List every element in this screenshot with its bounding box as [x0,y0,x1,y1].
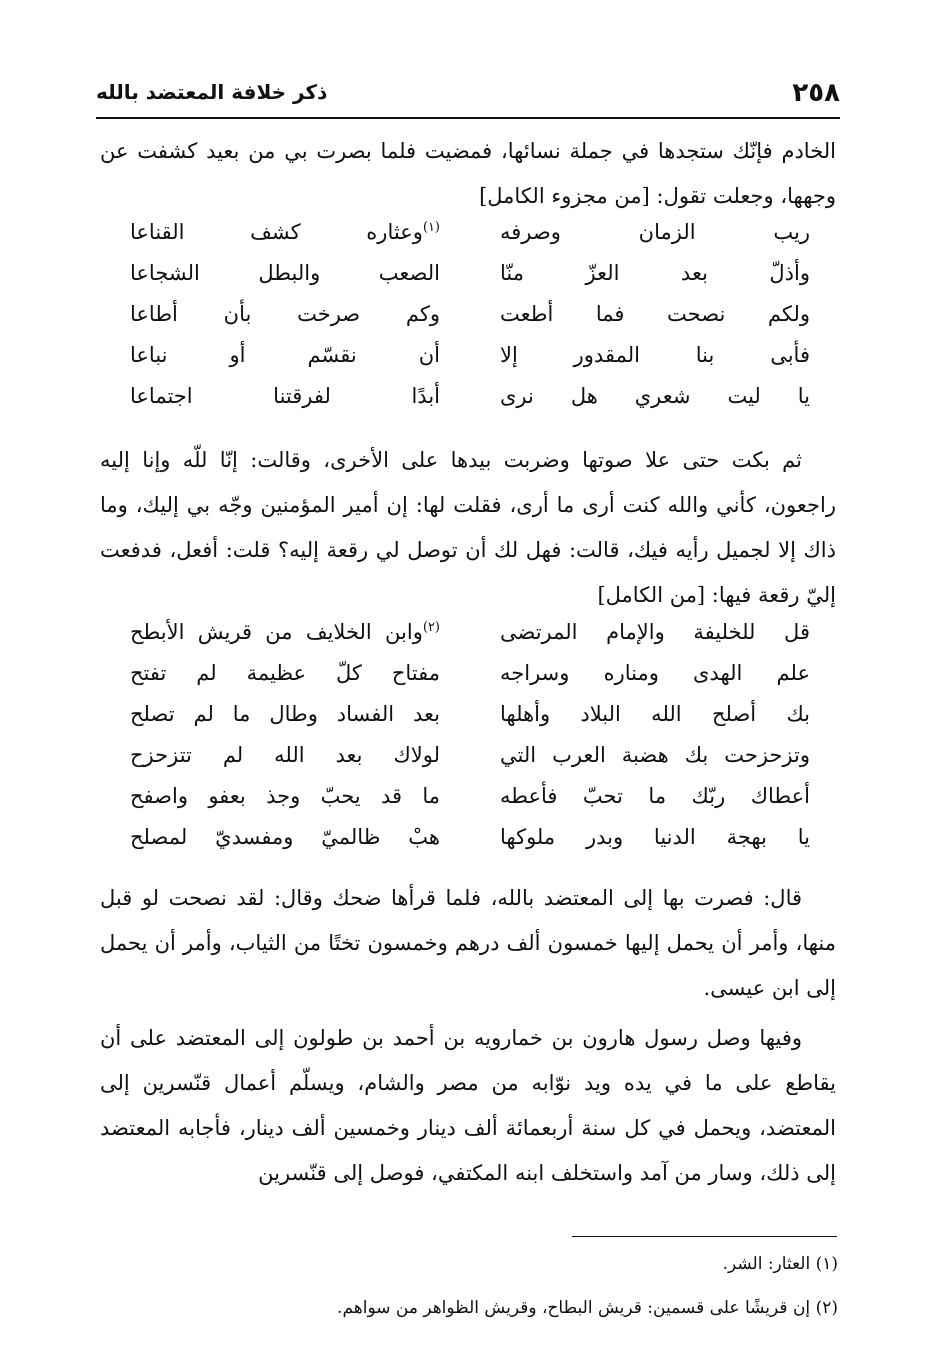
footnote-ref: (٢) [422,620,440,635]
verse-second-hemistich: وكم صرخت بأن أطاعا [130,302,440,326]
verse [130,620,810,661]
footnotes [100,1242,838,1330]
verse-first-hemistich: قل للخليفة والإمام المرتضى [500,620,810,644]
footnote-text: العثار: الشر. [722,1254,811,1274]
verse [130,384,810,425]
footnote-ref: (١) [422,220,440,235]
verse-second-hemistich: ما قد يحبّ وجذ بعفو واصفح [130,784,440,808]
verse-first-hemistich: بك أصلح الله البلاد وأهلها [500,702,810,726]
footnote-number: (١) [815,1254,838,1274]
verse-second-hemistich: أبدًا لفرقتنا اجتماعا [130,384,440,408]
paragraph-text: وفيها وصل رسول هارون بن خمارويه بن أحمد بن طولون إلى المعتضد على أن يقاطع على ما في يده ويد نوّابه من مصر والشام، ويسلّم أعمال قنّسرين إلى المعتضد، ويحمل في كل سنة أربعمائة ألف دينار وخمسين ألف دينار، فأجابه المعتضد إلى ذلك، وسار من آمد واستخلف ابنه المكتفي، فوصل إلى قنّسرين [100,1026,836,1185]
poem-majzu-kamil [130,220,810,425]
verse [130,261,810,302]
verse-second-hemistich: الصعب والبطل الشجاعا [130,261,440,285]
verse [130,302,810,343]
verse-second-hemistich: أن نقسّم أو نباعا [130,343,440,367]
verse [130,220,810,261]
footnote-text: إن قريشًا على قسمين: قريش البطاح، وقريش الظواهر من سواهم. [337,1298,811,1318]
verse [130,743,810,784]
footnote-rule [572,1236,837,1237]
verse-second-hemistich: مفتاح كلّ عظيمة لم تفتح [130,661,440,685]
poem-kamil [130,620,810,866]
footnote [100,1242,838,1286]
narrative-paragraph [100,438,836,618]
verse-first-hemistich: يا ليت شعري هل نرى [500,384,810,408]
intro-paragraph [100,129,836,219]
paragraph-text: ثم بكت حتى علا صوتها وضربت بيدها على الأخرى، وقالت: إنّا للّه وإنا إليه راجعون، كأني والله كنت أرى ما أرى، فقلت لها: إن أمير المؤمنين وجّه بي إليك، وما ذاك إلا لجميل رأيه فيك، قالت: فهل لك أن توصل لي رقعة إليه؟ قلت: أفعل، فدفعت إليّ رقعة فيها: [من الكامل] [100,448,836,607]
running-header [96,72,840,112]
paragraph-text: قال: فصرت بها إلى المعتضد بالله، فلما قرأها ضحك وقال: لقد نصحت لو قبل منها، وأمر أن يحمل إليها خمسون ألف درهم وخمسون تختًا من الثياب، وأمر أن يحمل إلى ابن عيسى. [100,886,836,1000]
verse-second-hemistich: بعد الفساد وطال ما لم تصلح [130,702,440,726]
verse-second-hemistich: $^{(١)}$وعثاره كشف القناعا [130,220,440,244]
verse-first-hemistich: ولكم نصحت فما أطعت [500,302,810,326]
running-title: ذكر خلافة المعتضد بالله [96,80,328,104]
narrative-paragraph [100,1016,836,1196]
verse-second-hemistich: $^{(٢)}$وابن الخلايف من قريش الأبطح [130,620,440,644]
verse-first-hemistich: وأذلّ بعد العزّ منّا [500,261,810,285]
verse-first-hemistich: ريب الزمان وصرفه [500,220,810,244]
narrative-paragraph [100,876,836,1011]
page-number: ٢٥٨ [792,78,840,108]
verse-second-hemistich: هبْ ظالميّ ومفسديّ لمصلح [130,825,440,849]
verse-first-hemistich: علم الهدى ومناره وسراجه [500,661,810,685]
intro-text: الخادم فإنّك ستجدها في جملة نسائها، فمضيت فلما بصرت بي من بعيد كشفت عن وجهها، وجعلت تقول: [من مجزوء الكامل] [100,139,836,208]
footnote [100,1286,838,1330]
verse [130,784,810,825]
verse-second-hemistich: لولاك بعد الله لم تتزحزح [130,743,440,767]
verse [130,702,810,743]
verse-first-hemistich: وتزحزحت بك هضبة العرب التي [500,743,810,767]
verse-first-hemistich: أعطاك ربّك ما تحبّ فأعطه [500,784,810,808]
header-rule [96,117,840,119]
verse [130,343,810,384]
verse [130,661,810,702]
verse-first-hemistich: فأبى بنا المقدور إلا [500,343,810,367]
verse [130,825,810,866]
footnote-number: (٢) [815,1298,838,1318]
verse-first-hemistich: يا بهجة الدنيا وبدر ملوكها [500,825,810,849]
